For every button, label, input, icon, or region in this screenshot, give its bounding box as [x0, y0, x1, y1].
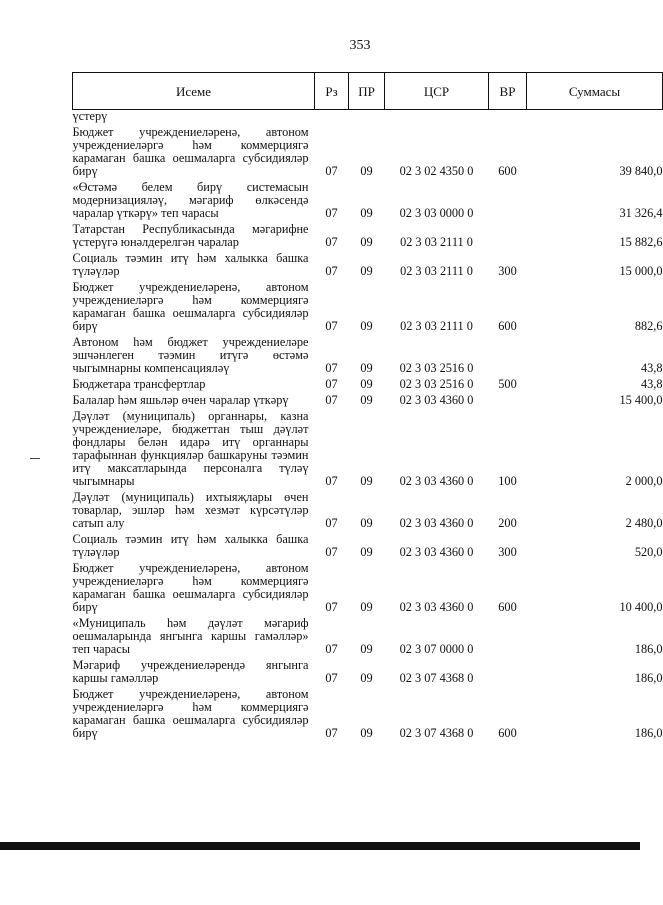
cell-pr: 09	[360, 516, 373, 530]
table-body	[73, 110, 663, 743]
table-row	[73, 561, 663, 616]
cell-name: Дәүләт (муниципаль) органнары, казна учреждениеләре, бюджеттан тыш дәүләт фондлары белән идарә итү органнары тарафыннан функцияләр башкаруны тәэмин итү максатларында персоналга түләү чыгымнары	[72, 409, 309, 488]
cell-pr: 09	[360, 600, 373, 614]
header-sum: Суммасы	[527, 73, 663, 110]
table-row	[73, 125, 663, 180]
cell-rz: 07	[325, 600, 338, 614]
cell-pr: 09	[360, 319, 373, 333]
table-row	[73, 532, 663, 561]
cell-rz: 07	[325, 726, 338, 740]
cell-name: Бюджет учреждениеләренә, автоном учреждениеләргә һәм коммерциягә карамаган башка оешмаларга субсидияләр бирү	[72, 687, 309, 740]
cell-name: Автоном һәм бюджет учреждениеләре эшчәнлеген тәэмин итүгә өстәмә чыгымнарны компенсацияләү	[72, 335, 309, 375]
cell-rz: 07	[325, 642, 338, 656]
cell-name: Татарстан Республикасында мәгарифне үстерүгә юнәлдерелгән чаралар	[72, 222, 309, 249]
continuation-row	[73, 110, 663, 126]
cell-vr	[489, 658, 527, 687]
cell-sum: 15 882,6	[619, 235, 663, 249]
cell-sum: 186,0	[634, 726, 663, 740]
table-row	[73, 687, 663, 742]
cell-pr: 09	[360, 642, 373, 656]
cell-vr: 600	[498, 726, 517, 740]
cell-name: Дәүләт (муниципаль) ихтыяҗлары өчен товарлар, эшләр һәм хезмәт күрсәтүләр сатып алу	[72, 490, 309, 530]
cell-vr	[489, 222, 527, 251]
cell-pr: 09	[360, 671, 373, 685]
cell-csr: 02 3 03 4360 0	[399, 545, 474, 559]
cell-sum: 15 400,0	[619, 393, 663, 407]
cell-csr: 02 3 02 4350 0	[399, 164, 474, 178]
cell-pr: 09	[360, 361, 373, 375]
cell-csr: 02 3 03 4360 0	[399, 516, 474, 530]
cell-name: «Муниципаль һәм дәүләт мәгариф оешмаларында янгынга каршы гамәлләр» теп чарасы	[72, 616, 309, 656]
cell-sum: 520,0	[634, 545, 663, 559]
table-row	[73, 409, 663, 490]
cell-sum: 882,6	[634, 319, 663, 333]
cell-name: Бюджетара трансфертлар	[72, 377, 206, 391]
header-vr: ВР	[489, 73, 527, 110]
cell-rz: 07	[325, 516, 338, 530]
continuation-text: үстерү	[72, 109, 108, 123]
cell-sum: 2 000,0	[625, 474, 663, 488]
table-row	[73, 280, 663, 335]
cell-rz: 07	[325, 164, 338, 178]
cell-csr: 02 3 03 0000 0	[399, 206, 474, 220]
cell-csr: 02 3 03 4360 0	[399, 474, 474, 488]
table-row	[73, 251, 663, 280]
cell-csr: 02 3 07 4368 0	[399, 671, 474, 685]
cell-csr: 02 3 03 2516 0	[399, 377, 474, 391]
cell-name: «Өстәмә белем бирү системасын модернизацияләү, мәгариф өлкәсендә чаралар үткәрү» теп чарасы	[72, 180, 309, 220]
table-row	[73, 377, 663, 393]
cell-pr: 09	[360, 726, 373, 740]
table-header-row	[73, 73, 663, 110]
cell-name: Балалар һәм яшьләр өчен чаралар үткәрү	[72, 393, 289, 407]
cell-name: Мәгариф учреждениеләрендә янгынга каршы гамәлләр	[72, 658, 309, 685]
table-row	[73, 335, 663, 377]
cell-sum: 186,0	[634, 642, 663, 656]
cell-csr: 02 3 03 2111 0	[400, 235, 473, 249]
cell-vr: 200	[498, 516, 517, 530]
cell-rz: 07	[325, 206, 338, 220]
cell-name: Бюджет учреждениеләренә, автоном учреждениеләргә һәм коммерциягә карамаган башка оешмаларга субсидияләр бирү	[72, 561, 309, 614]
cell-vr	[489, 180, 527, 222]
cell-vr: 100	[498, 474, 517, 488]
margin-mark	[30, 458, 40, 459]
cell-vr	[489, 393, 527, 409]
cell-csr: 02 3 03 2111 0	[400, 264, 473, 278]
cell-pr: 09	[360, 164, 373, 178]
cell-sum: 39 840,0	[619, 164, 663, 178]
cell-rz: 07	[325, 377, 338, 391]
cell-sum: 31 326,4	[619, 206, 663, 220]
table-row	[73, 616, 663, 658]
cell-rz: 07	[325, 474, 338, 488]
cell-sum: 2 480,0	[625, 516, 663, 530]
table-row	[73, 222, 663, 251]
cell-name: Социаль тәэмин итү һәм халыкка башка түләүләр	[72, 251, 309, 278]
page-bottom-bar	[0, 842, 640, 850]
cell-pr: 09	[360, 474, 373, 488]
cell-rz: 07	[325, 545, 338, 559]
cell-pr: 09	[360, 545, 373, 559]
page-number: 353	[349, 38, 371, 53]
table-row	[73, 393, 663, 409]
budget-table	[72, 72, 663, 742]
cell-sum: 43,8	[640, 361, 663, 375]
cell-pr: 09	[360, 235, 373, 249]
cell-sum: 15 000,0	[619, 264, 663, 278]
cell-name: Социаль тәэмин итү һәм халыкка башка түләүләр	[72, 532, 309, 559]
cell-sum: 186,0	[634, 671, 663, 685]
cell-name: Бюджет учреждениеләренә, автоном учреждениеләргә һәм коммерциягә карамаган башка оешмаларга субсидияләр бирү	[72, 125, 309, 178]
cell-vr: 600	[498, 164, 517, 178]
cell-rz: 07	[325, 361, 338, 375]
table-row	[73, 180, 663, 222]
cell-vr: 300	[498, 264, 517, 278]
cell-vr: 300	[498, 545, 517, 559]
cell-csr: 02 3 07 4368 0	[399, 726, 474, 740]
cell-rz: 07	[325, 319, 338, 333]
budget-table-wrapper	[72, 72, 663, 742]
cell-rz: 07	[325, 264, 338, 278]
cell-rz: 07	[325, 235, 338, 249]
cell-vr: 600	[498, 319, 517, 333]
cell-vr: 500	[498, 377, 517, 391]
header-pr: ПР	[349, 73, 385, 110]
cell-pr: 09	[360, 206, 373, 220]
cell-sum: 43,8	[640, 377, 663, 391]
cell-sum: 10 400,0	[619, 600, 663, 614]
table-row	[73, 490, 663, 532]
table-row	[73, 658, 663, 687]
cell-csr: 02 3 03 2516 0	[399, 361, 474, 375]
cell-name: Бюджет учреждениеләренә, автоном учреждениеләргә һәм коммерциягә карамаган башка оешмаларга субсидияләр бирү	[72, 280, 309, 333]
header-name: Исеме	[73, 73, 315, 110]
cell-rz: 07	[325, 671, 338, 685]
cell-pr: 09	[360, 377, 373, 391]
header-csr: ЦСР	[385, 73, 489, 110]
header-rz: Рз	[315, 73, 349, 110]
cell-pr: 09	[360, 264, 373, 278]
cell-csr: 02 3 03 4360 0	[399, 393, 474, 407]
cell-vr	[489, 616, 527, 658]
cell-rz: 07	[325, 393, 338, 407]
cell-csr: 02 3 07 0000 0	[399, 642, 474, 656]
cell-vr: 600	[498, 600, 517, 614]
cell-csr: 02 3 03 2111 0	[400, 319, 473, 333]
cell-csr: 02 3 03 4360 0	[399, 600, 474, 614]
cell-pr: 09	[360, 393, 373, 407]
cell-vr	[489, 335, 527, 377]
